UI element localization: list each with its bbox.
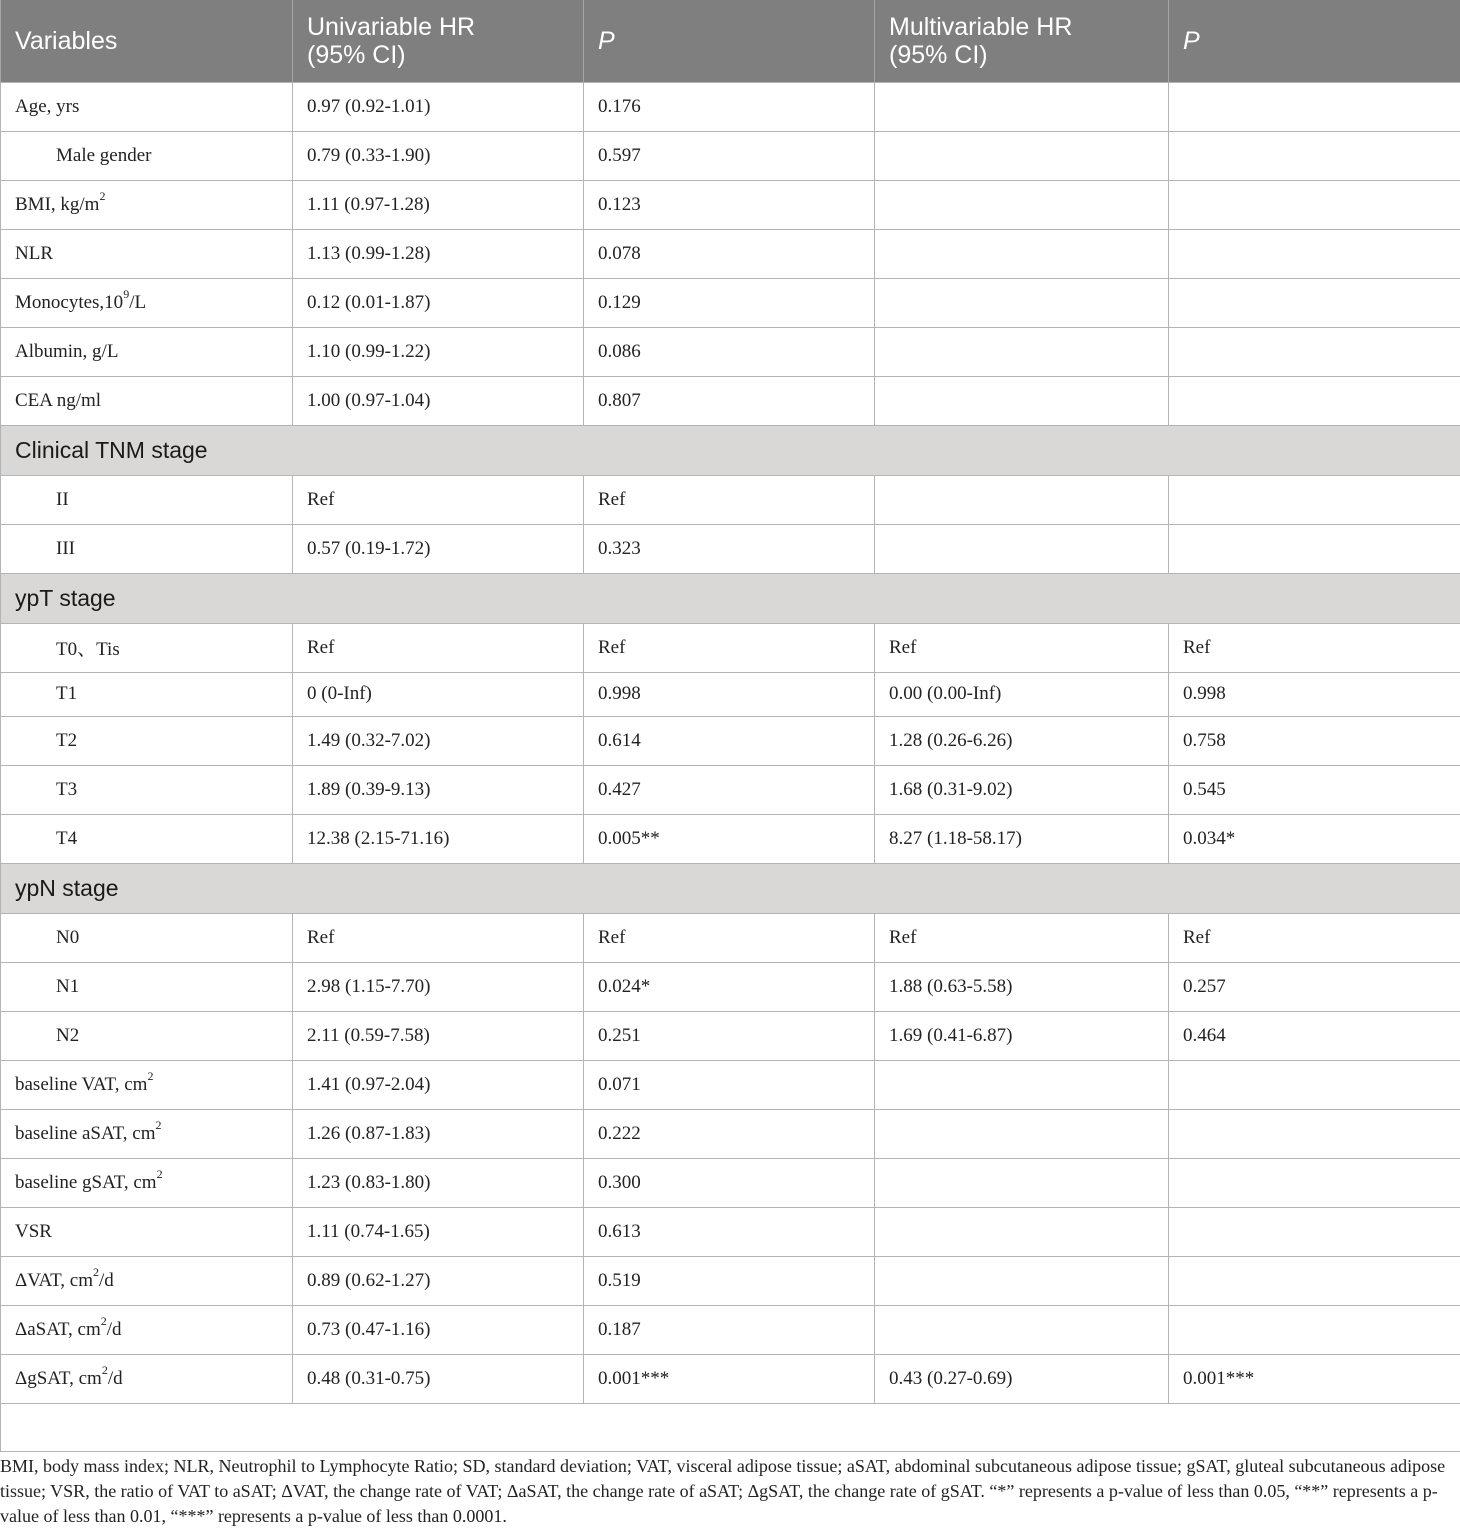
table-row xyxy=(1,376,1460,425)
section-row-ypt xyxy=(1,573,1460,623)
univariable-hr-cell: 1.13 (0.99-1.28) xyxy=(293,229,584,278)
row-label: II xyxy=(1,475,293,524)
multivariable-hr-cell xyxy=(875,278,1169,327)
multivariable-hr-cell: 8.27 (1.18-58.17) xyxy=(875,814,1169,863)
multivariable-p-cell xyxy=(1169,131,1460,180)
univariable-p-cell: 0.251 xyxy=(584,1011,875,1060)
table-row xyxy=(1,962,1460,1011)
table-row xyxy=(1,1011,1460,1060)
table-row xyxy=(1,1109,1460,1158)
univariable-hr-cell: Ref xyxy=(293,623,584,672)
univariable-p-cell: 0.176 xyxy=(584,82,875,131)
table-row xyxy=(1,1207,1460,1256)
multivariable-hr-cell xyxy=(875,475,1169,524)
row-label: ΔaSAT, $cm^2/d$ xyxy=(1,1305,293,1354)
univariable-p-cell: 0.597 xyxy=(584,131,875,180)
multivariable-p-cell: 0.464 xyxy=(1169,1011,1460,1060)
univariable-hr-cell: 0.73 (0.47-1.16) xyxy=(293,1305,584,1354)
row-label: NLR xyxy=(1,229,293,278)
multivariable-hr-cell xyxy=(875,180,1169,229)
univariable-hr-cell: 0.57 (0.19-1.72) xyxy=(293,524,584,573)
table-row xyxy=(1,327,1460,376)
multivariable-p-cell xyxy=(1169,82,1460,131)
univariable-hr-cell: 1.11 (0.74-1.65) xyxy=(293,1207,584,1256)
row-label: N2 xyxy=(1,1011,293,1060)
section-title: Clinical TNM stage xyxy=(1,425,1460,475)
univariable-p-cell: 0.123 xyxy=(584,180,875,229)
multivariable-hr-cell: 1.88 (0.63-5.58) xyxy=(875,962,1169,1011)
table-row xyxy=(1,229,1460,278)
header-row xyxy=(1,0,1460,82)
table-row xyxy=(1,672,1460,716)
univariable-hr-cell: 0.12 (0.01-1.87) xyxy=(293,278,584,327)
multivariable-p-cell: 0.998 xyxy=(1169,672,1460,716)
multivariable-hr-cell: 0.00 (0.00-Inf) xyxy=(875,672,1169,716)
row-label: T1 xyxy=(1,672,293,716)
multivariable-hr-cell xyxy=(875,1256,1169,1305)
header-variables: Variables xyxy=(1,0,293,82)
row-label: Male gender xyxy=(1,131,293,180)
table-row xyxy=(1,623,1460,672)
row-label: Albumin, g/L xyxy=(1,327,293,376)
row-label: BMI, $kg/m^2$ xyxy=(1,180,293,229)
multivariable-hr-cell: 1.28 (0.26-6.26) xyxy=(875,716,1169,765)
univariable-hr-cell: 1.26 (0.87-1.83) xyxy=(293,1109,584,1158)
multivariable-p-cell: 0.001*** xyxy=(1169,1354,1460,1403)
multivariable-p-cell xyxy=(1169,1207,1460,1256)
multivariable-hr-cell xyxy=(875,1060,1169,1109)
univariable-hr-cell: 0 (0-Inf) xyxy=(293,672,584,716)
row-label: $Monocytes,10^9/L$ xyxy=(1,278,293,327)
univariable-hr-cell: 1.49 (0.32-7.02) xyxy=(293,716,584,765)
univariable-p-cell: 0.613 xyxy=(584,1207,875,1256)
univariable-hr-cell: Ref xyxy=(293,475,584,524)
multivariable-hr-cell: 1.68 (0.31-9.02) xyxy=(875,765,1169,814)
multivariable-hr-cell: Ref xyxy=(875,623,1169,672)
univariable-p-cell: 0.998 xyxy=(584,672,875,716)
table-footnote: BMI, body mass index; NLR, Neutrophil to Lymphocyte Ratio; SD, standard deviation; VAT, visceral adipose tissue; aSAT, abdominal subcutaneous adipose tissue; gSAT, gluteal subcutaneous adipose tissue; VSR, the ratio of VAT to aSAT; ΔVAT, the change rate of VAT; ΔaSAT, the change rate of aSAT; ΔgSAT, the change rate of gSAT. “*” represents a p-value of less than 0.05, “**” represents a p-value of less than 0.01, “***” represents a p-value of less than 0.0001. xyxy=(0,1454,1460,1529)
multivariable-hr-cell: 1.69 (0.41-6.87) xyxy=(875,1011,1169,1060)
row-label: N1 xyxy=(1,962,293,1011)
row-label: N0 xyxy=(1,913,293,962)
row-label: T0、Tis xyxy=(1,623,293,672)
row-label: T3 xyxy=(1,765,293,814)
multivariable-p-cell xyxy=(1169,327,1460,376)
univariable-hr-cell: 0.79 (0.33-1.90) xyxy=(293,131,584,180)
multivariable-p-cell: 0.034* xyxy=(1169,814,1460,863)
header-multivariable-p: P xyxy=(1169,0,1460,82)
multivariable-p-cell: Ref xyxy=(1169,913,1460,962)
univariable-p-cell: Ref xyxy=(584,623,875,672)
row-label: III xyxy=(1,524,293,573)
row-label: T4 xyxy=(1,814,293,863)
multivariable-hr-cell xyxy=(875,1305,1169,1354)
univariable-p-cell: 0.078 xyxy=(584,229,875,278)
multivariable-p-cell xyxy=(1169,278,1460,327)
multivariable-hr-cell xyxy=(875,1207,1169,1256)
table-row xyxy=(1,814,1460,863)
table-row xyxy=(1,1158,1460,1207)
row-label: baseline VAT, $cm^2$ xyxy=(1,1060,293,1109)
table-row xyxy=(1,131,1460,180)
univariable-hr-cell: 2.11 (0.59-7.58) xyxy=(293,1011,584,1060)
univariable-p-cell: 0.807 xyxy=(584,376,875,425)
univariable-hr-cell: 1.41 (0.97-2.04) xyxy=(293,1060,584,1109)
multivariable-p-cell xyxy=(1169,1256,1460,1305)
header-univariable-p: P xyxy=(584,0,875,82)
univariable-hr-cell: Ref xyxy=(293,913,584,962)
univariable-p-cell: 0.614 xyxy=(584,716,875,765)
multivariable-hr-cell xyxy=(875,229,1169,278)
table-row xyxy=(1,1305,1460,1354)
table-spacer-row xyxy=(1,1403,1460,1451)
row-label: baseline aSAT, $cm^2$ xyxy=(1,1109,293,1158)
univariable-p-cell: 0.005** xyxy=(584,814,875,863)
row-label: baseline gSAT, $cm^2$ xyxy=(1,1158,293,1207)
univariable-hr-cell: 12.38 (2.15-71.16) xyxy=(293,814,584,863)
table-row xyxy=(1,180,1460,229)
table-row xyxy=(1,82,1460,131)
section-row-clinical-tnm xyxy=(1,425,1460,475)
multivariable-p-cell xyxy=(1169,1109,1460,1158)
table-row xyxy=(1,524,1460,573)
multivariable-p-cell xyxy=(1169,1060,1460,1109)
row-label: ΔgSAT, $cm^2/d$ xyxy=(1,1354,293,1403)
univariable-hr-cell: 1.00 (0.97-1.04) xyxy=(293,376,584,425)
univariable-hr-cell: 2.98 (1.15-7.70) xyxy=(293,962,584,1011)
multivariable-p-cell: 0.257 xyxy=(1169,962,1460,1011)
univariable-hr-cell: 0.89 (0.62-1.27) xyxy=(293,1256,584,1305)
header-multivariable-hr: Multivariable HR (95% CI) xyxy=(875,0,1169,82)
univariable-p-cell: 0.222 xyxy=(584,1109,875,1158)
section-title: ypN stage xyxy=(1,863,1460,913)
table-row xyxy=(1,475,1460,524)
univariable-hr-cell: 1.23 (0.83-1.80) xyxy=(293,1158,584,1207)
multivariable-hr-cell xyxy=(875,1109,1169,1158)
table-row xyxy=(1,1060,1460,1109)
multivariable-p-cell xyxy=(1169,229,1460,278)
table-row xyxy=(1,278,1460,327)
multivariable-p-cell: Ref xyxy=(1169,623,1460,672)
multivariable-hr-cell xyxy=(875,82,1169,131)
table-row xyxy=(1,716,1460,765)
univariable-hr-cell: 1.89 (0.39-9.13) xyxy=(293,765,584,814)
multivariable-hr-cell xyxy=(875,524,1169,573)
multivariable-hr-cell xyxy=(875,376,1169,425)
multivariable-p-cell xyxy=(1169,180,1460,229)
multivariable-p-cell: 0.758 xyxy=(1169,716,1460,765)
table-row xyxy=(1,765,1460,814)
multivariable-p-cell xyxy=(1169,475,1460,524)
row-label: T2 xyxy=(1,716,293,765)
univariable-p-cell: 0.071 xyxy=(584,1060,875,1109)
univariable-hr-cell: 1.11 (0.97-1.28) xyxy=(293,180,584,229)
row-label: Age, yrs xyxy=(1,82,293,131)
table-row xyxy=(1,913,1460,962)
univariable-hr-cell: 0.97 (0.92-1.01) xyxy=(293,82,584,131)
univariable-p-cell: 0.323 xyxy=(584,524,875,573)
multivariable-p-cell xyxy=(1169,524,1460,573)
row-label: ΔVAT, $cm^2/d$ xyxy=(1,1256,293,1305)
univariable-p-cell: 0.001*** xyxy=(584,1354,875,1403)
section-row-ypn xyxy=(1,863,1460,913)
multivariable-p-cell xyxy=(1169,1305,1460,1354)
univariable-p-cell: 0.300 xyxy=(584,1158,875,1207)
multivariable-hr-cell: Ref xyxy=(875,913,1169,962)
table-row xyxy=(1,1354,1460,1403)
table-row xyxy=(1,1256,1460,1305)
univariable-p-cell: Ref xyxy=(584,913,875,962)
multivariable-hr-cell: 0.43 (0.27-0.69) xyxy=(875,1354,1169,1403)
multivariable-hr-cell xyxy=(875,1158,1169,1207)
row-label: CEA ng/ml xyxy=(1,376,293,425)
multivariable-hr-cell xyxy=(875,131,1169,180)
header-univariable-hr: Univariable HR (95% CI) xyxy=(293,0,584,82)
univariable-hr-cell: 1.10 (0.99-1.22) xyxy=(293,327,584,376)
multivariable-p-cell xyxy=(1169,376,1460,425)
univariable-p-cell: 0.129 xyxy=(584,278,875,327)
univariable-p-cell: 0.427 xyxy=(584,765,875,814)
multivariable-p-cell: 0.545 xyxy=(1169,765,1460,814)
univariable-p-cell: 0.024* xyxy=(584,962,875,1011)
multivariable-p-cell xyxy=(1169,1158,1460,1207)
univariable-p-cell: Ref xyxy=(584,475,875,524)
multivariable-hr-cell xyxy=(875,327,1169,376)
univariable-p-cell: 0.519 xyxy=(584,1256,875,1305)
section-title: ypT stage xyxy=(1,573,1460,623)
univariable-p-cell: 0.086 xyxy=(584,327,875,376)
univariable-hr-cell: 0.48 (0.31-0.75) xyxy=(293,1354,584,1403)
empty-cell xyxy=(1,1403,1460,1451)
univariable-p-cell: 0.187 xyxy=(584,1305,875,1354)
row-label: VSR xyxy=(1,1207,293,1256)
